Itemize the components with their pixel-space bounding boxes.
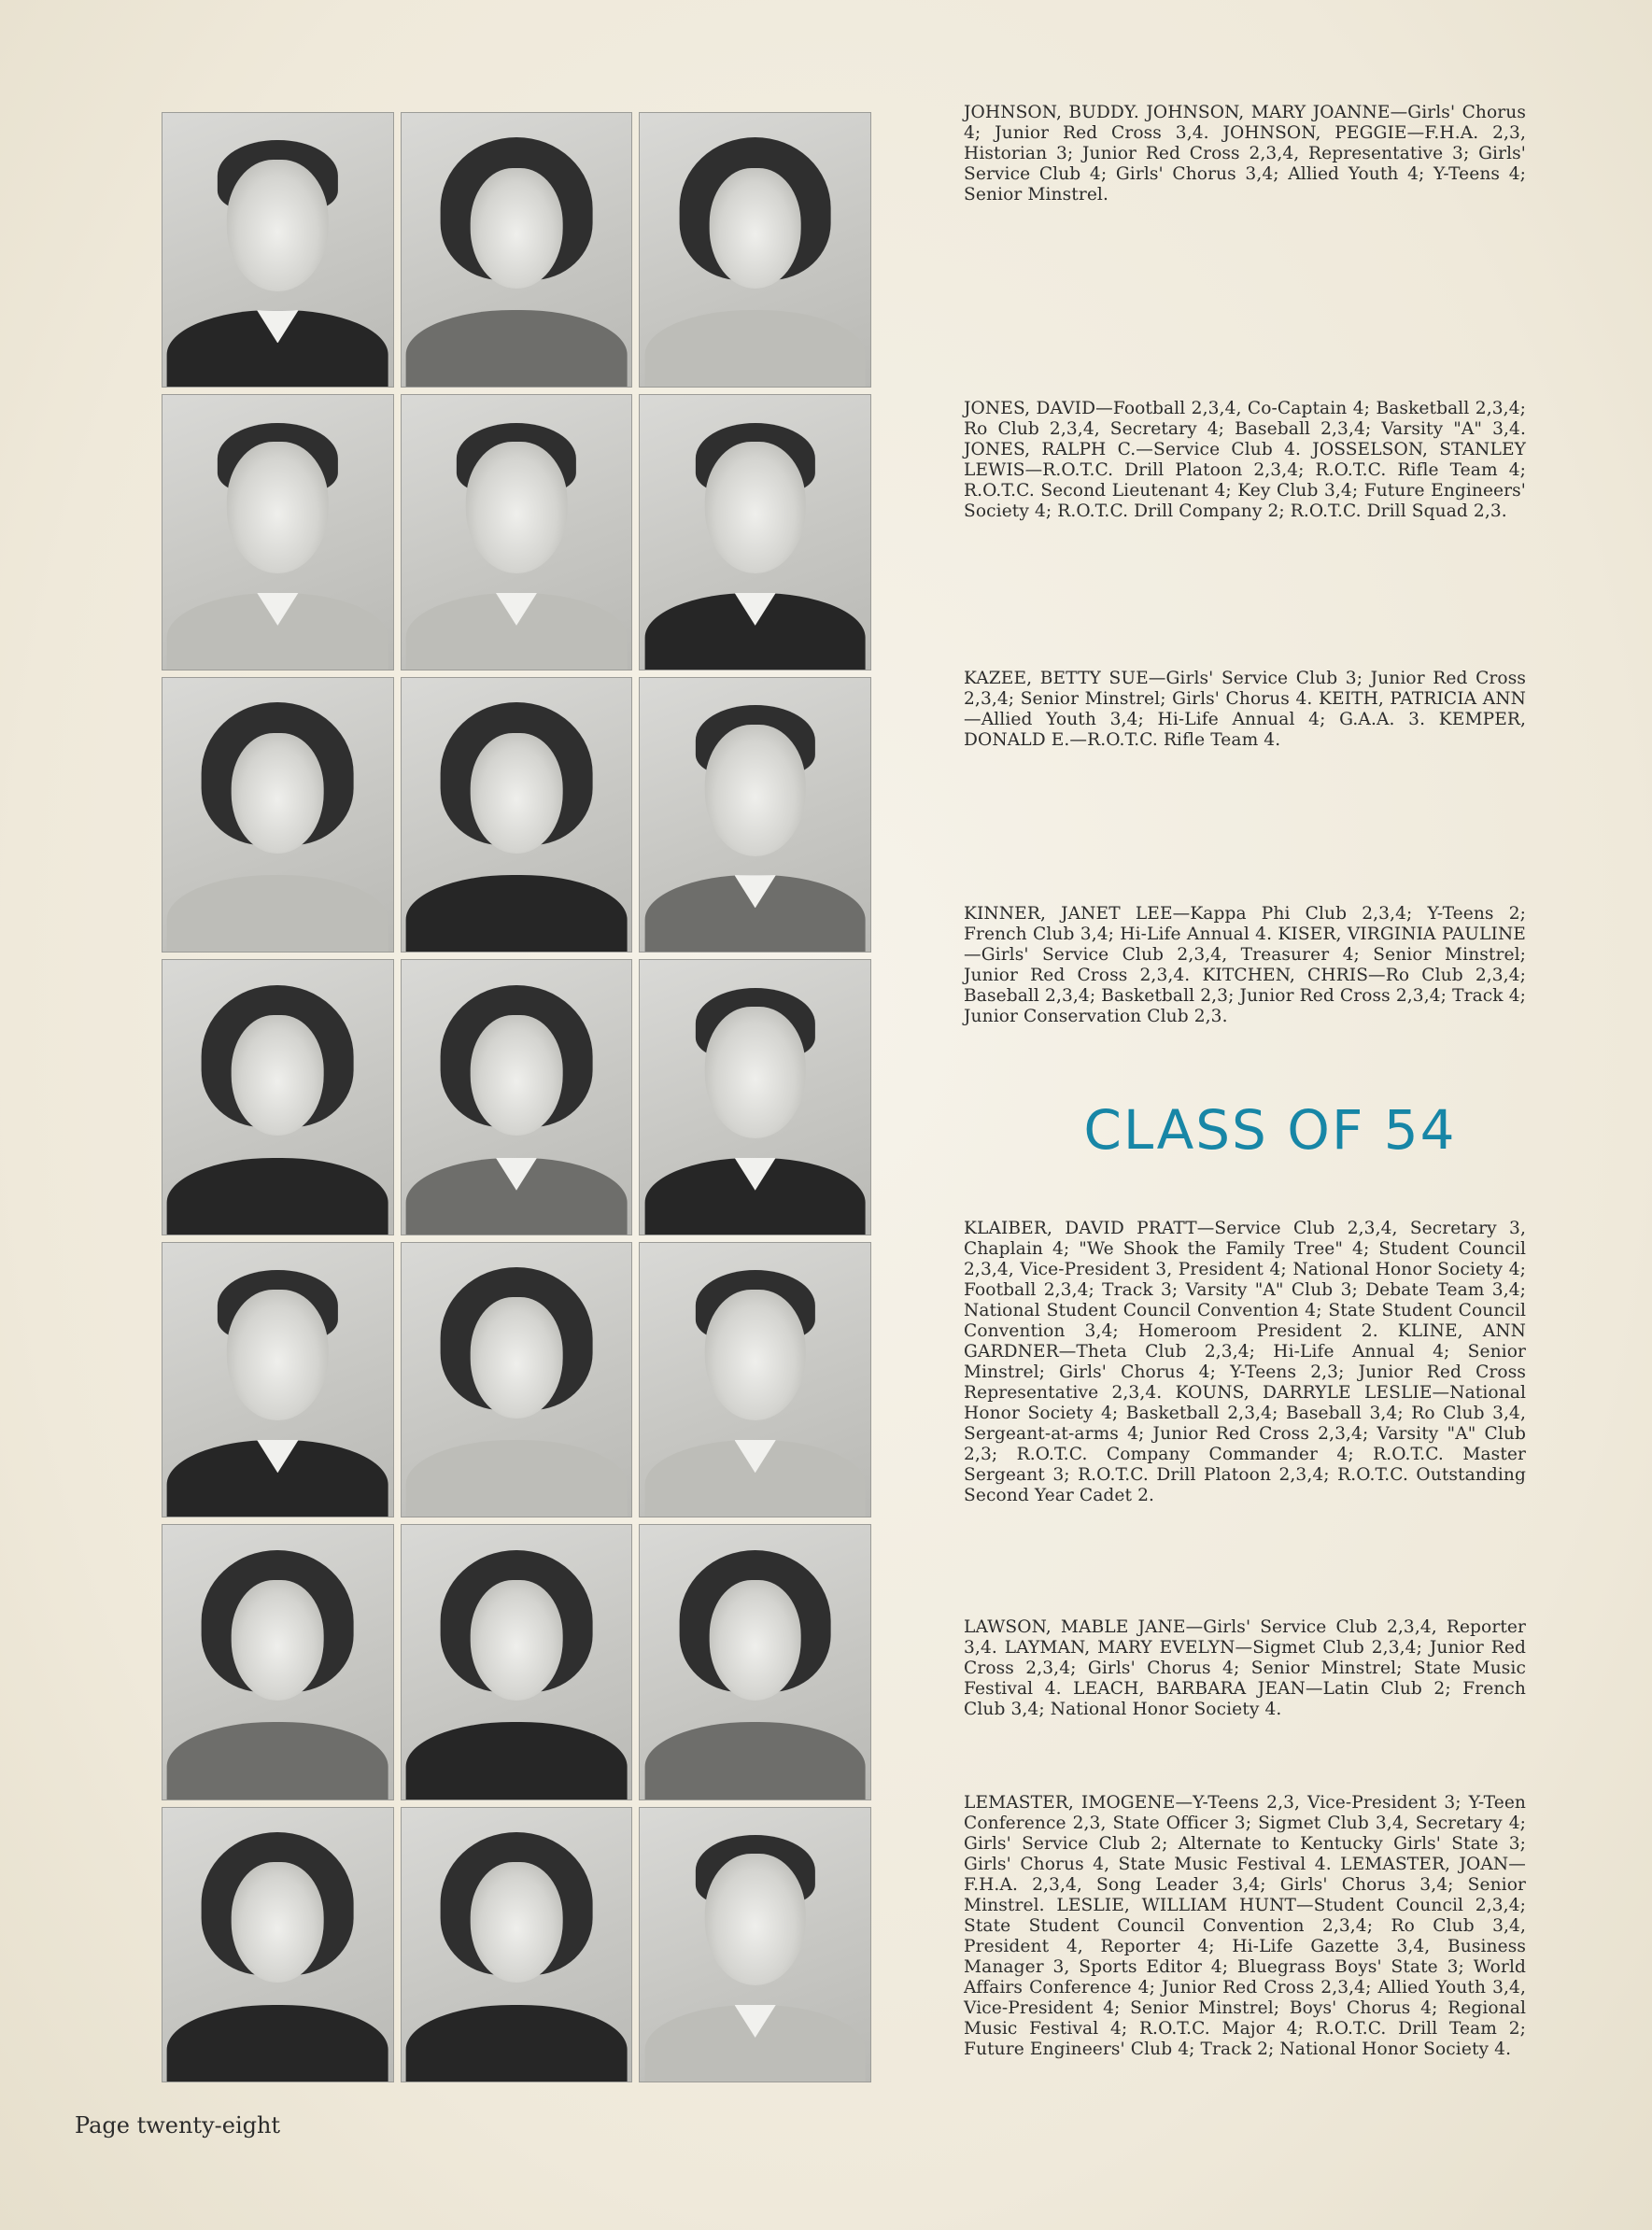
portrait-photo bbox=[401, 1524, 633, 1800]
portrait-photo bbox=[639, 1242, 871, 1517]
portrait-photo bbox=[639, 394, 871, 670]
portrait-photo bbox=[639, 1524, 871, 1800]
portrait-grid bbox=[162, 112, 871, 2082]
senior-entry-row-3: KAZEE, BETTY SUE—Girls' Service Club 3; Junior Red Cross 2,3,4; Senior Minstrel; Girls' Chorus 4. KEITH, PATRICIA ANN—Allied Youth 3,4; Hi-Life Annual 4; G.A.A. 3. KEMPER, DONALD E.—R.O.T.C. Rifle Team 4. bbox=[964, 669, 1526, 750]
portrait-photo bbox=[401, 677, 633, 953]
senior-entry-row-6: LAWSON, MABLE JANE—Girls' Service Club 2,3,4, Reporter 3,4. LAYMAN, MARY EVELYN—Sigmet Club 2,3,4; Junior Red Cross 2,3,4; Girls' Chorus 4; Senior Minstrel; State Music Festival 4. LEACH, BARBARA JEAN—Latin Club 2; French Club 3,4; National Honor Society 4. bbox=[964, 1617, 1526, 1719]
portrait-photo bbox=[162, 394, 394, 670]
portrait-photo bbox=[162, 1807, 394, 2082]
senior-entry-row-2: JONES, DAVID—Football 2,3,4, Co-Captain 4; Basketball 2,3,4; Ro Club 2,3,4, Secretary 4; Baseball 2,3,4; Varsity "A" 3,4. JONES, RALPH C.—Service Club 4. JOSSELSON, STANLEY LEWIS—R.O.T.C. Drill Platoon 2,3,4; R.O.T.C. Rifle Team 4; R.O.T.C. Second Lieutenant 4; Key Club 3,4; Future Engineers' Society 4; R.O.T.C. Drill Company 2; R.O.T.C. Drill Squad 2,3. bbox=[964, 399, 1526, 521]
portrait-photo bbox=[401, 1242, 633, 1517]
portrait-photo bbox=[639, 1807, 871, 2082]
portrait-photo bbox=[162, 112, 394, 388]
class-heading: CLASS OF 54 bbox=[1083, 1098, 1457, 1162]
senior-entry-row-1: JOHNSON, BUDDY. JOHNSON, MARY JOANNE—Girls' Chorus 4; Junior Red Cross 3,4. JOHNSON, PEGGIE—F.H.A. 2,3, Historian 3; Junior Red Cross 2,3,4, Representative 3; Girls' Service Club 4; Girls' Chorus 3,4; Allied Youth 4; Y-Teens 4; Senior Minstrel. bbox=[964, 103, 1526, 205]
portrait-photo bbox=[162, 959, 394, 1235]
senior-entry-row-5: KLAIBER, DAVID PRATT—Service Club 2,3,4, Secretary 3, Chaplain 4; "We Shook the Family Tree" 4; Student Council 2,3,4, Vice-President 3, President 4; National Honor Society 4; Football 2,3,4; Track 3; Varsity "A" Club 3; Debate Team 3,4; National Student Council Convention 4; State Student Council Convention 3,4; Homeroom President 2. KLINE, ANN GARDNER—Theta Club 2,3,4; Hi-Life Annual 4; Senior Minstrel; Girls' Chorus 4; Y-Teens 2,3; Junior Red Cross Representative 2,3,4. KOUNS, DARRYLE LESLIE—National Honor Society 4; Basketball 2,3,4; Baseball 3,4; Ro Club 3,4, Sergeant-at-arms 4; Junior Red Cross 2,3,4; Varsity "A" Club 2,3; R.O.T.C. Company Commander 4; R.O.T.C. Master Sergeant 3; R.O.T.C. Drill Platoon 2,3,4; R.O.T.C. Outstanding Second Year Cadet 2. bbox=[964, 1219, 1526, 1505]
portrait-photo bbox=[401, 394, 633, 670]
portrait-photo bbox=[639, 677, 871, 953]
portrait-photo bbox=[401, 112, 633, 388]
senior-entry-row-4: KINNER, JANET LEE—Kappa Phi Club 2,3,4; Y-Teens 2; French Club 3,4; Hi-Life Annual 4. KISER, VIRGINIA PAULINE—Girls' Service Club 2,3,4, Treasurer 4; Senior Minstrel; Junior Red Cross 2,3,4. KITCHEN, CHRIS—Ro Club 2,3,4; Baseball 2,3,4; Basketball 2,3; Junior Red Cross 2,3,4; Track 4; Junior Conservation Club 2,3. bbox=[964, 904, 1526, 1026]
page-number: Page twenty-eight bbox=[75, 2112, 281, 2138]
portrait-photo bbox=[401, 1807, 633, 2082]
portrait-photo bbox=[162, 677, 394, 953]
portrait-photo bbox=[639, 959, 871, 1235]
senior-entry-row-7: LEMASTER, IMOGENE—Y-Teens 2,3, Vice-President 3; Y-Teen Conference 2,3, State Officer 3; Sigmet Club 3,4, Secretary 4; Girls' Service Club 2; Alternate to Kentucky Girls' State 3; Girls' Chorus 4, State Music Festival 4. LEMASTER, JOAN—F.H.A. 2,3,4, Song Leader 3,4; Girls' Chorus 3,4; Senior Minstrel. LESLIE, WILLIAM HUNT—Student Council 2,3,4; State Student Council Convention 2,3,4; Ro Club 3,4, President 4, Reporter 4; Hi-Life Gazette 3,4, Business Manager 3, Sports Editor 4; Bluegrass Boys' State 3; World Affairs Conference 4; Junior Red Cross 2,3,4; Allied Youth 3,4, Vice-President 4; Senior Minstrel; Boys' Chorus 4; Regional Music Festival 4; R.O.T.C. Major 4; R.O.T.C. Drill Team 2; Future Engineers' Club 4; Track 2; National Honor Society 4. bbox=[964, 1793, 1526, 2059]
portrait-photo bbox=[162, 1242, 394, 1517]
portrait-photo bbox=[639, 112, 871, 388]
portrait-photo bbox=[401, 959, 633, 1235]
portrait-photo bbox=[162, 1524, 394, 1800]
